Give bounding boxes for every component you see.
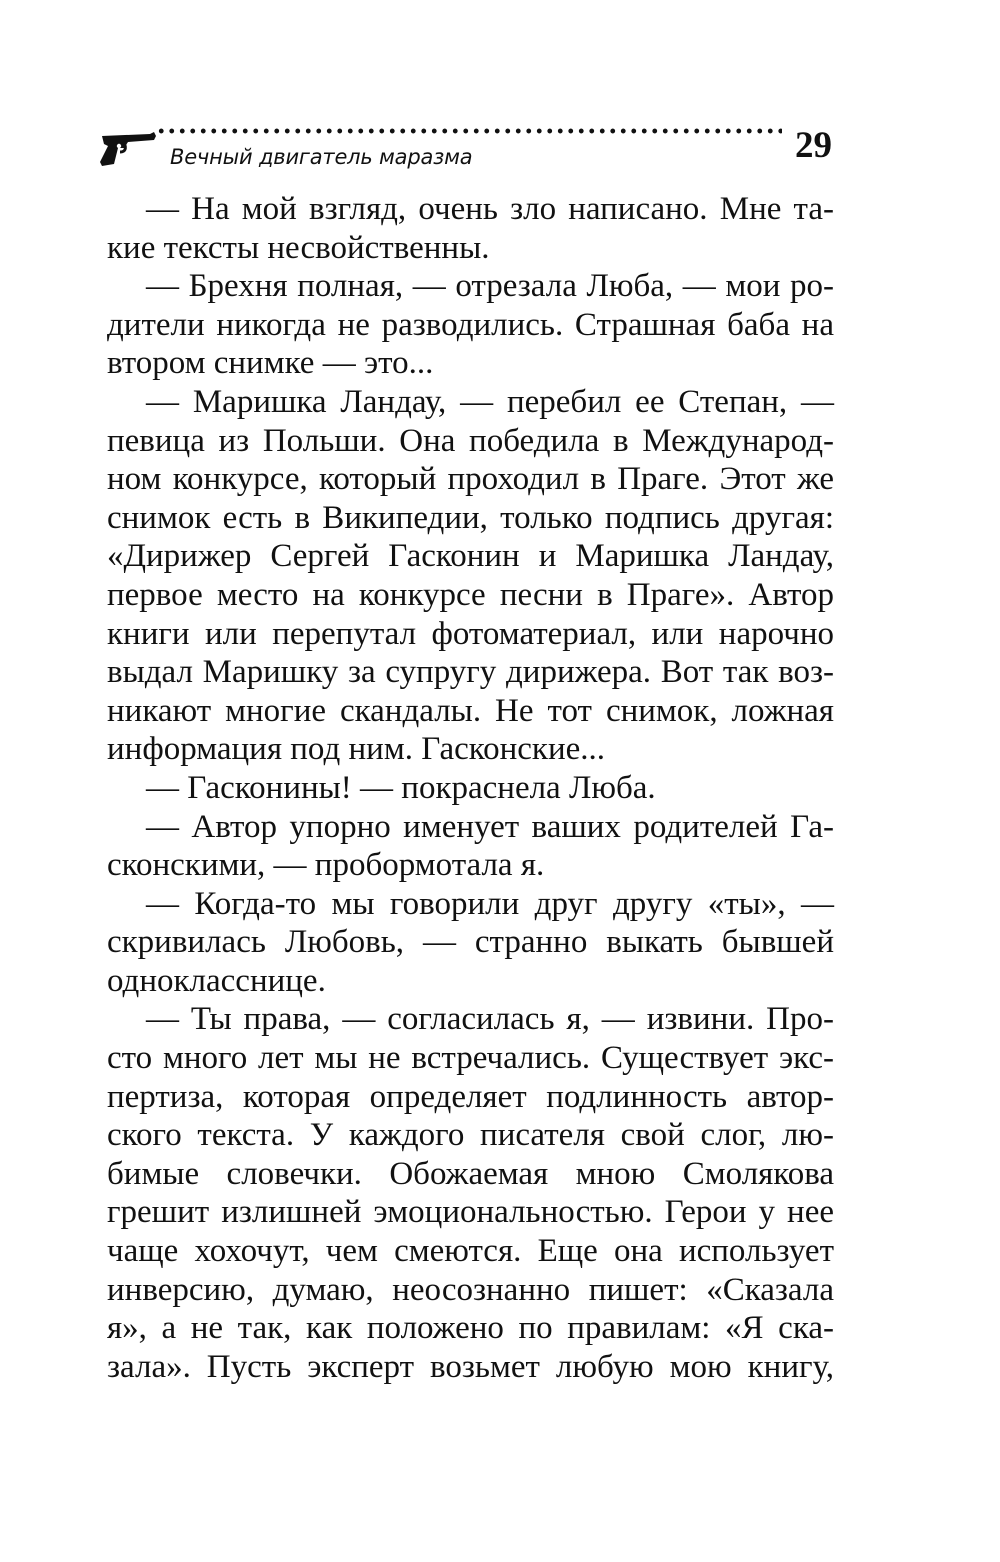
text-line: ского текста. У каждого писателя свой слог, лю-: [107, 1117, 834, 1154]
text-line: — На мой взгляд, очень зло написано. Мне та-: [146, 191, 834, 227]
text-line: — Автор упорно именует ваших родителей Га-: [146, 808, 834, 845]
text-line: бимые словечки. Обожаемая мною Смолякова: [107, 1155, 834, 1192]
text-line: кие тексты несвойственны.: [107, 229, 490, 266]
text-line: дители никогда не разводились. Страшная баба на: [107, 306, 834, 343]
text-line: грешит излишней эмоциональностью. Герои у нее: [107, 1194, 834, 1231]
text-line: чаще хохочут, чем смеются. Еще она использует: [107, 1233, 834, 1270]
running-title: Вечный двигатель маразма: [170, 145, 473, 169]
text-line: пертиза, которая определяет подлинность автор-: [107, 1078, 834, 1115]
text-line: «Дирижер Сергей Гасконин и Маришка Ландау,: [107, 538, 834, 575]
text-line: информация под ним. Гасконские...: [107, 731, 606, 768]
page-header: [98, 124, 840, 184]
text-line: скривилась Любовь, — странно выкать бывшей: [107, 924, 834, 961]
text-line: первое место на конкурсе песни в Праге». Автор: [107, 576, 834, 613]
text-line: ном конкурсе, который проходил в Праге. Этот же: [107, 461, 834, 498]
body-text: [107, 190, 834, 1386]
text-line: выдал Маришку за супругу дирижера. Вот так воз-: [107, 654, 834, 691]
text-line: сто много лет мы не встречались. Существует экс-: [107, 1040, 834, 1077]
text-line: инверсию, думаю, неосознанно пишет: «Сказала: [107, 1271, 834, 1308]
text-line: певица из Польши. Она победила в Международ-: [107, 422, 834, 459]
text-line: зала». Пусть эксперт возьмет любую мою книгу,: [107, 1348, 834, 1385]
text-line: — Маришка Ландау, — перебил ее Степан, —: [146, 383, 834, 420]
header-dotted-rule: [156, 126, 782, 136]
text-line: я», а не так, как положено по правилам: «Я ска-: [107, 1310, 834, 1347]
text-line: — Брехня полная, — отрезала Люба, — мои ро-: [146, 268, 834, 305]
text-line: втором снимке — это...: [107, 345, 434, 382]
pistol-icon: [98, 128, 158, 168]
text-line: никают многие скандалы. Не тот снимок, ложная: [107, 692, 834, 729]
text-line: — Гасконины! — покраснела Люба.: [146, 769, 656, 806]
text-line: — Когда-то мы говорили друг другу «ты», —: [146, 885, 834, 922]
text-line: книги или перепутал фотоматериал, или нарочно: [107, 615, 834, 652]
text-line: сконскими, — пробормотала я.: [107, 847, 545, 884]
text-line: — Ты права, — согласилась я, — извини. Про-: [146, 1001, 834, 1038]
page-number: 29: [795, 125, 832, 166]
text-line: однокласснице.: [107, 962, 326, 999]
text-line: снимок есть в Википедии, только подпись другая:: [107, 499, 834, 536]
